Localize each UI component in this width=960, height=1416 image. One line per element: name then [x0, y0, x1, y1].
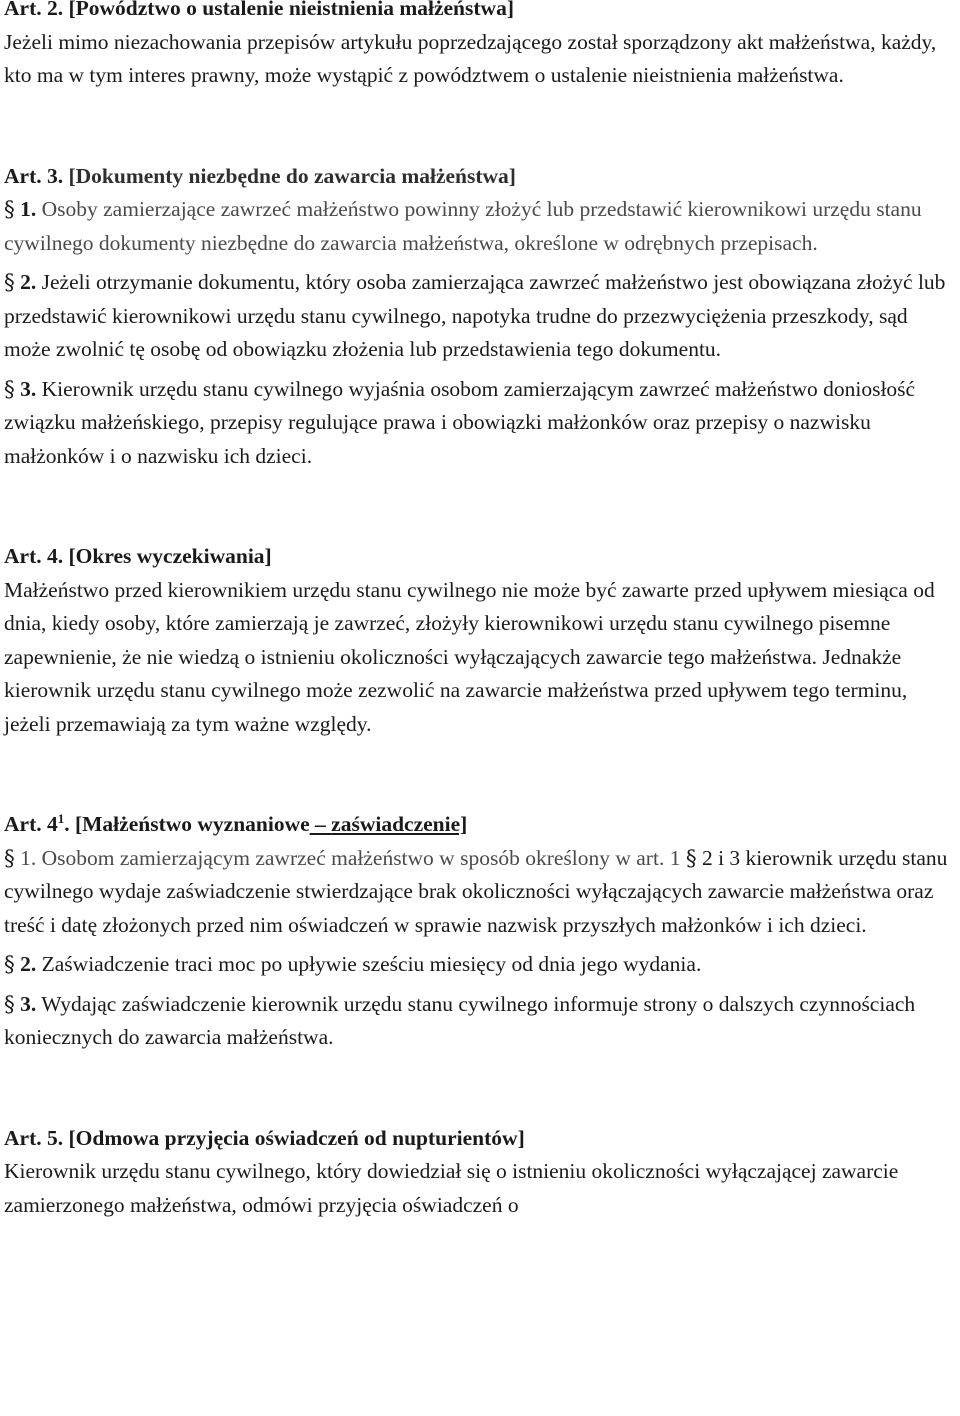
paragraph-text: Zaświadczenie traci moc po upływie sześciu miesięcy od dnia jego wydania. [41, 952, 702, 976]
article-4-1-number: Art. $4^1$. [4, 810, 70, 836]
section-symbol: § [4, 270, 15, 295]
paragraph-number: 3. [20, 991, 37, 1016]
section-symbol: § [4, 376, 15, 402]
article-2 [4, 0, 956, 93]
article-4-text: Małżeństwo przed kierownikiem urzędu stanu cywilnego nie może być zawarte przed upływem miesiąca od dnia, kiedy osoby, które zamierzają je zawrzeć, złożyły kierownikowi urzędu stanu cywilnego pisemne zapewnienie, że nie wiedzą o istnieniu okoliczności wyłączających zawarcie tego małżeństwa. Jednakże kierownik urzędu stanu cywilnego może zezwolić na zawarcie małżeństwa przed upływem tego terminu, jeżeli przemawiają za tym ważne względy. [4, 577, 935, 736]
article-3-paragraph-2 [4, 266, 956, 367]
article-5-title: [Odmowa przyjęcia oświadczeń od nupturientów] [68, 1125, 525, 1150]
article-2-number: Art. 2. [4, 0, 64, 20]
paragraph-text: Jeżeli otrzymanie dokumentu, który osoba zamierzająca zawrzeć małżeństwo jest obowiązana złożyć lub przedstawić kierownikowi urzędu stanu cywilnego, napotyka trudne do przezwyciężenia przeszkody, sąd może zwolnić tę osobę od obowiązku złożenia lub przedstawienia tego dokumentu. [4, 270, 946, 361]
article-4-1 [4, 808, 956, 1055]
article-4-1-paragraph-3 [4, 988, 956, 1055]
article-4-title: [Okres wyczekiwania] [68, 544, 272, 568]
article-4-heading [4, 540, 956, 574]
article-2-heading [4, 0, 956, 26]
article-3-paragraph-3 [4, 373, 956, 474]
paragraph-number: 2. [20, 270, 37, 294]
paragraph-number: 3. [20, 376, 37, 401]
paragraph-text: Osoby zamierzające zawrzeć małżeństwo powinny złożyć lub przedstawić kierownikowi urzędu stanu cywilnego dokumenty niezbędne do zawarcia małżeństwa, określone w odrębnych przepisach. [4, 197, 922, 255]
article-3-title: [Dokumenty niezbędne do zawarcia małżeństwa] [68, 163, 516, 188]
paragraph-number: 1. [20, 197, 37, 221]
article-5-heading [4, 1122, 956, 1156]
paragraph-text: Wydając zaświadczenie kierownik urzędu stanu cywilnego informuje strony o dalszych czynnościach koniecznych do zawarcia małżeństwa. [4, 991, 916, 1049]
article-4-1-title: [Małżeństwo wyznaniowe – zaświadczenie] [74, 812, 468, 836]
section-symbol: § [4, 991, 15, 1017]
article-4-1-paragraph-2 [4, 948, 956, 982]
article-4 [4, 540, 956, 741]
article-3 [4, 160, 956, 474]
paragraph-text-end: 2 i 3 kierownik urzędu stanu cywilnego wydaje zaświadczenie stwierdzające brak okoliczności wyłączających zawarcie małżeństwa oraz treść i datę złożonych przed nim oświadczeń w sprawie nazwisk przyszłych małżonków i ich dzieci. [4, 845, 948, 937]
article-3-paragraph-1 [4, 193, 956, 260]
paragraph-number: 1. [20, 845, 37, 870]
section-symbol: § [4, 845, 15, 871]
article-5-text: Kierownik urzędu stanu cywilnego, który dowiedział się o istnieniu okoliczności wyłączającej zawarcie zamierzonego małżeństwa, odmówi przyjęcia oświadczeń o [4, 1159, 899, 1217]
document-page [4, 0, 956, 1222]
article-2-text: Jeżeli mimo niezachowania przepisów artykułu poprzedzającego został sporządzony akt małżeństwa, każdy, kto ma w tym interes prawny, może wystąpić z powództwem o ustalenie nieistnienia małżeństwa. [4, 29, 937, 87]
section-symbol: § [4, 952, 15, 977]
article-2-title: [Powództwo o ustalenie nieistnienia małżeństwa] [68, 0, 514, 20]
article-3-heading [4, 160, 956, 194]
article-4-1-heading [4, 808, 956, 842]
article-4-number: Art. 4. [4, 544, 64, 568]
article-4-1-paragraph-1 [4, 842, 956, 943]
section-symbol: § [4, 197, 15, 222]
paragraph-text: Kierownik urzędu stanu cywilnego wyjaśnia osobom zamierzającym zawrzeć małżeństwo doniosłość związku małżeńskiego, przepisy regulujące prawa i obowiązki małżonków oraz przepisy o nazwisku małżonków i o nazwisku ich dzieci. [4, 376, 916, 468]
paragraph-number: 2. [20, 952, 37, 976]
section-reference-symbol: § [685, 845, 697, 871]
paragraph-text-start: Osobom zamierzającym zawrzeć małżeństwo w sposób określony w art. 1 [41, 845, 686, 870]
article-3-number: Art. 3. [4, 163, 64, 188]
article-5-number: Art. 5. [4, 1125, 64, 1150]
article-5 [4, 1122, 956, 1223]
